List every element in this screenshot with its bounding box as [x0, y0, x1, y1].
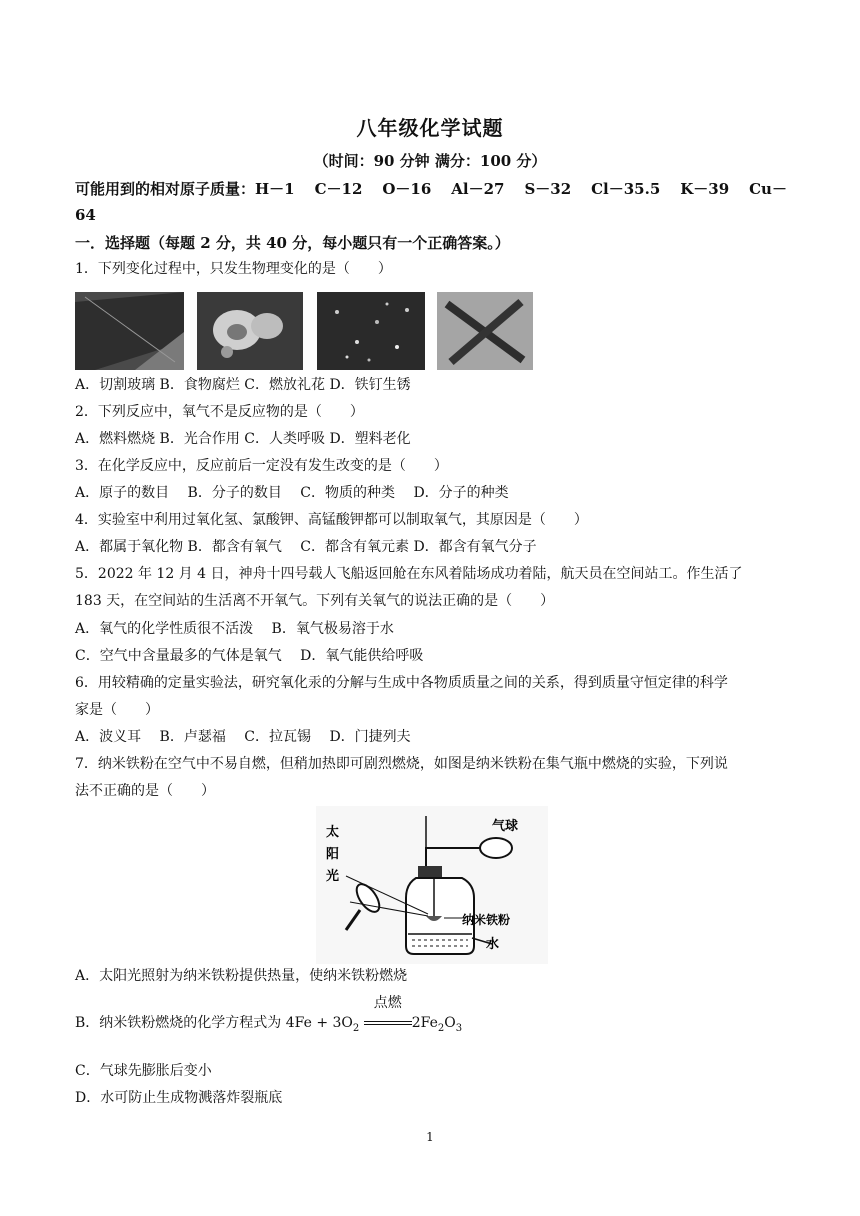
atomic-mass-item: Cl－35.5	[591, 180, 661, 198]
fireworks-photo	[317, 292, 425, 370]
question-6-stem: 6．用较精确的定量实验法，研究氧化汞的分解与生成中各物质质量之间的关系，得到质量守恒定律的科学	[75, 675, 728, 691]
question-7-option-c: C．气球先膨胀后变小	[75, 1063, 212, 1079]
exam-subtitle: （时间：90 分钟 满分：100 分）	[313, 152, 547, 170]
food-spoilage-photo	[197, 292, 303, 370]
sunlight-label-char: 光	[326, 869, 340, 884]
question-2-stem: 2．下列反应中，氧气不是反应物的是（ ）	[75, 404, 364, 420]
question-7-stem: 7．纳米铁粉在空气中不易自燃，但稍加热即可剧烈燃烧，如图是纳米铁粉在集气瓶中燃烧的实验，下列说	[75, 756, 728, 772]
sunlight-label-char: 阳	[326, 847, 340, 862]
question-1-options: A．切割玻璃 B．食物腐烂 C．燃放礼花 D．铁钉生锈	[75, 377, 411, 393]
rusty-nails-photo	[437, 292, 533, 370]
atomic-mass-item: Al－27	[451, 180, 505, 198]
question-3-options: A．原子的数目 B．分子的数目 C．物质的种类 D．分子的种类	[75, 485, 509, 501]
question-5-options: A．氧气的化学性质很不活泼 B．氧气极易溶于水	[75, 621, 394, 637]
balloon	[480, 838, 512, 858]
page-number: 1	[426, 1130, 434, 1144]
experiment-diagram	[316, 806, 548, 964]
atomic-masses-wrap: 64	[75, 206, 96, 224]
question-2-options: A．燃料燃烧 B．光合作用 C．人类呼吸 D．塑料老化	[75, 431, 411, 447]
chemical-equation: $4Fe + 3O_2$ 点燃 $2Fe_2O_3$	[286, 1015, 462, 1031]
question-7-option-a: A．太阳光照射为纳米铁粉提供热量，使纳米铁粉燃烧	[75, 968, 408, 984]
question-6-options: A．波义耳 B．卢瑟福 C．拉瓦锡 D．门捷列夫	[75, 729, 411, 745]
question-4-stem: 4．实验室中利用过氧化氢、氯酸钾、高锰酸钾都可以制取氧气，其原因是（ ）	[75, 512, 588, 528]
section-heading: 一．选择题（每题 2 分，共 40 分，每小题只有一个正确答案。）	[75, 234, 510, 252]
bottle-stopper	[418, 866, 442, 878]
water-label: 水	[486, 937, 500, 952]
glass-cutting-photo	[75, 292, 184, 370]
question-5-stem: 5．2022 年 12 月 4 日，神舟十四号载人飞船返回舱在东风着陆场成功着陆，航天员在空间站工。作生活了	[75, 566, 743, 582]
atomic-mass-item: S－32	[524, 180, 572, 198]
iron-powder-label: 纳米铁粉	[462, 913, 511, 927]
balloon-label: 气球	[492, 819, 519, 834]
atomic-masses-line	[75, 178, 790, 200]
atomic-mass-item: Cu－	[749, 180, 787, 198]
question-5-stem-cont: 183 天，在空间站的生活离不开氧气。下列有关氧气的说法正确的是（ ）	[75, 593, 555, 609]
atomic-mass-item: O－16	[382, 180, 432, 198]
question-4-options: A．都属于氧化物 B．都含有氧气 C．都含有氧元素 D．都含有氧气分子	[75, 539, 537, 555]
atomic-masses-label: 可能用到的相对原子质量：H－1	[75, 180, 295, 198]
option-b-text: B．纳米铁粉燃烧的化学方程式为	[75, 1015, 282, 1031]
condition-label: 点燃	[373, 995, 402, 1011]
reaction-condition	[364, 995, 412, 1034]
page-title: 八年级化学试题	[356, 116, 504, 140]
atomic-mass-item: K－39	[680, 180, 730, 198]
question-5-options: C．空气中含量最多的气体是氧气 D．氧气能供给呼吸	[75, 648, 424, 664]
question-1-stem: 1．下列变化过程中，只发生物理变化的是（ ）	[75, 261, 392, 277]
question-7-stem-cont: 法不正确的是（ ）	[75, 783, 215, 799]
question-3-stem: 3．在化学反应中，反应前后一定没有发生改变的是（ ）	[75, 458, 448, 474]
atomic-mass-item: C－12	[314, 180, 363, 198]
question-6-stem-cont: 家是（ ）	[75, 702, 159, 718]
sunlight-label-char: 太	[326, 825, 340, 840]
question-7-option-b	[75, 995, 790, 1040]
question-7-option-d: D．水可防止生成物溅落炸裂瓶底	[75, 1090, 283, 1106]
